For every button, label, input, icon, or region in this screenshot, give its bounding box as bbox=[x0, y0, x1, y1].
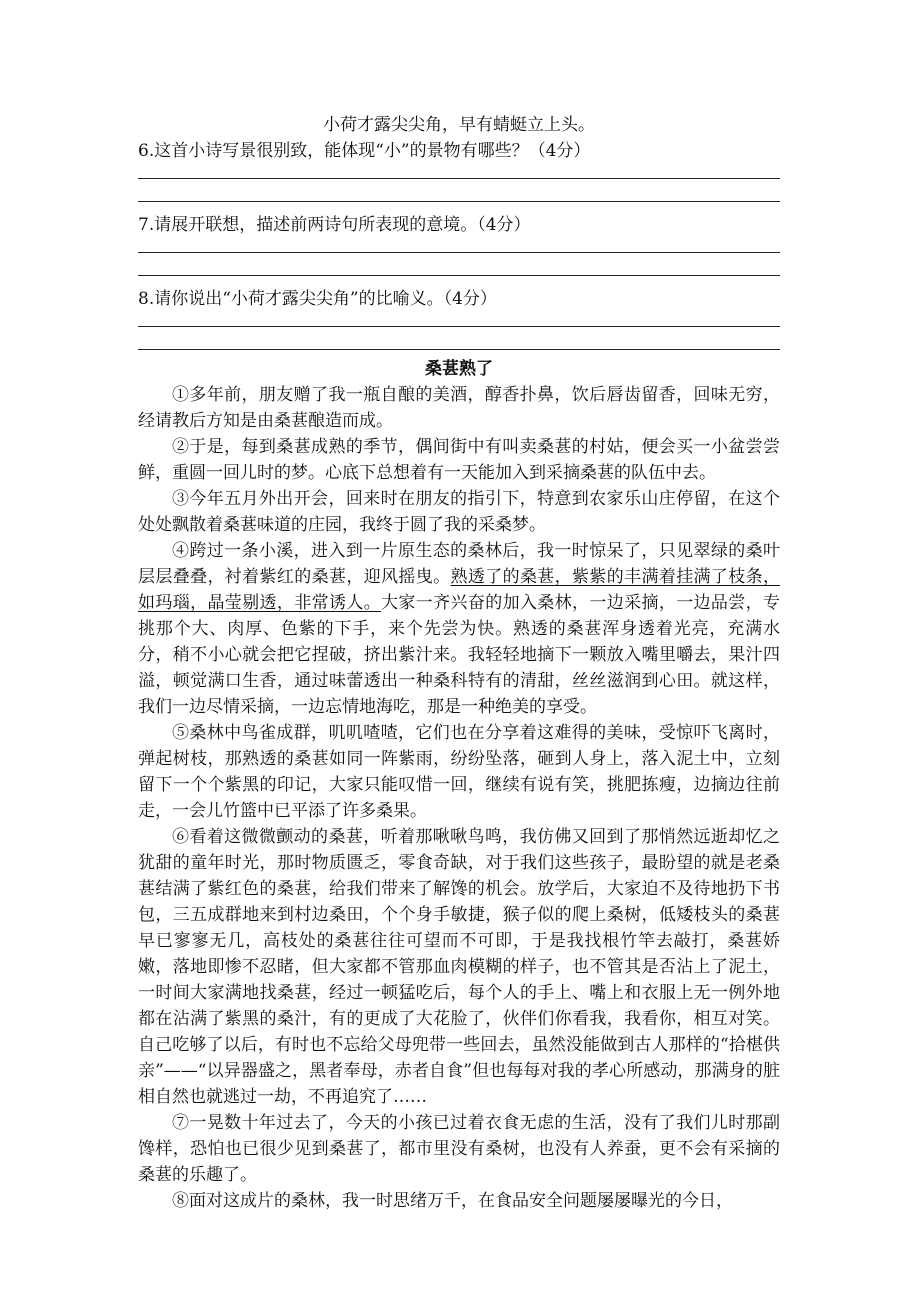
underlined-sentence: 熟透了的桑葚，紫紫的丰满着挂满了枝条，如玛瑙，晶莹剔透，非常诱人。 bbox=[138, 567, 780, 613]
paragraph-4-start: ④跨过一条小溪，进入到一片原生态的桑林后，我一时惊呆了，只见翠绿的桑叶层层叠叠，衬着紫红的桑葚，迎风摇曳。 bbox=[138, 541, 780, 587]
paragraph-8: ⑧面对这成片的桑林，我一时思绪万千，在食品安全问题屡屡曝光的今日， bbox=[172, 1191, 733, 1211]
question-8: 8.请你说出“小荷才露尖尖角”的比喻义。（4分） bbox=[138, 289, 497, 309]
answer-line bbox=[138, 252, 780, 253]
poem-line: 小荷才露尖尖角，早有蜻蜓立上头。 bbox=[323, 115, 595, 135]
question-6: 6.这首小诗写景很别致，能体现“小”的景物有哪些？（4分） bbox=[138, 141, 591, 161]
paragraph-3: ③今年五月外出开会，回来时在朋友的指引下，特意到农家乐山庄停留，在这个处处飘散着桑葚味道的庄园，我终于圆了我的采桑梦。 bbox=[138, 489, 780, 535]
article-title: 桑葚熟了 bbox=[425, 359, 493, 379]
paragraph-2: ②于是，每到桑葚成熟的季节，偶间街中有叫卖桑葚的村姑，便会买一小盆尝尝鲜，重圆一回儿时的梦。心底下总想着有一天能加入到采摘桑葚的队伍中去。 bbox=[138, 437, 780, 483]
question-7: 7.请展开联想，描述前两诗句所表现的意境。（4分） bbox=[138, 215, 531, 235]
paragraph-4 bbox=[138, 538, 780, 720]
paragraph-5: ⑤桑林中鸟雀成群，叽叽喳喳，它们也在分享着这难得的美味，受惊吓飞离时，弹起树枝，那熟透的桑葚如同一阵紫雨，纷纷坠落，砸到人身上，落入泥土中，立刻留下一个个紫黑的印记，大家只能叹惜一回，继续有说有笑，挑肥拣瘦，边摘边往前走，一会儿竹篮中已平添了许多桑果。 bbox=[138, 723, 780, 821]
paragraph-4-rest: 大家一齐兴奋的加入桑林，一边采摘，一边品尝，专挑那个大、肉厚、色紫的下手，来个先尝为快。熟透的桑葚浑身透着光亮，充满水分，稍不小心就会把它捏破，挤出紫汁来。我轻轻地摘下一颗放入嘴里嚼去，果汁四溢，顿觉满口生香，通过味蕾透出一种桑科特有的清甜，丝丝滋润到心田。就这样，我们一边尽情采摘，一边忘情地海吃，那是一种绝美的享受。 bbox=[138, 593, 781, 717]
worksheet-page bbox=[138, 112, 780, 1214]
answer-line bbox=[138, 178, 780, 179]
answer-line bbox=[138, 326, 780, 327]
answer-line bbox=[138, 201, 780, 202]
paragraph-6: ⑥看着这微微颤动的桑葚，听着那啾啾鸟鸣，我仿佛又回到了那悄然远逝却忆之犹甜的童年时光，那时物质匮乏，零食奇缺，对于我们这些孩子，最盼望的就是老桑葚结满了紫红色的桑葚，给我们带来了解馋的机会。放学后，大家迫不及待地扔下书包，三五成群地来到村边桑田，个个身手敏捷，猴子似的爬上桑树，低矮枝头的桑葚早已寥寥无几，高枝处的桑葚往往可望而不可即，于是我找根竹竿去敲打，桑葚娇嫩，落地即惨不忍睹，但大家都不管那血肉模糊的样子，也不管其是否沾上了泥土，一时间大家满地找桑葚，经过一顿猛吃后，每个人的手上、嘴上和衣服上无一例外地都在沾满了紫黑的桑汁，有的更成了大花脸了，伙伴们你看我，我看你，相互对笑。自己吃够了以后，有时也不忘给父母兜带一些回去，虽然没能做到古人那样的“拾椹供亲”——“以异器盛之，黑者奉母，赤者自食”但也每每对我的孝心所感动，那满身的脏相自然也就逃过一劫，不再追究了…… bbox=[138, 827, 780, 1107]
paragraph-1: ①多年前，朋友赠了我一瓶自酿的美酒，醇香扑鼻，饮后唇齿留香，回味无穷，经请教后方知是由桑葚酿造而成。 bbox=[138, 385, 780, 431]
paragraph-7: ⑦一晃数十年过去了，今天的小孩已过着衣食无虑的生活，没有了我们儿时那副馋样，恐怕也已很少见到桑葚了，都市里没有桑树，也没有人养蚕，更不会有采摘的桑葚的乐趣了。 bbox=[138, 1113, 780, 1185]
answer-line bbox=[138, 275, 780, 276]
answer-line bbox=[138, 349, 780, 350]
